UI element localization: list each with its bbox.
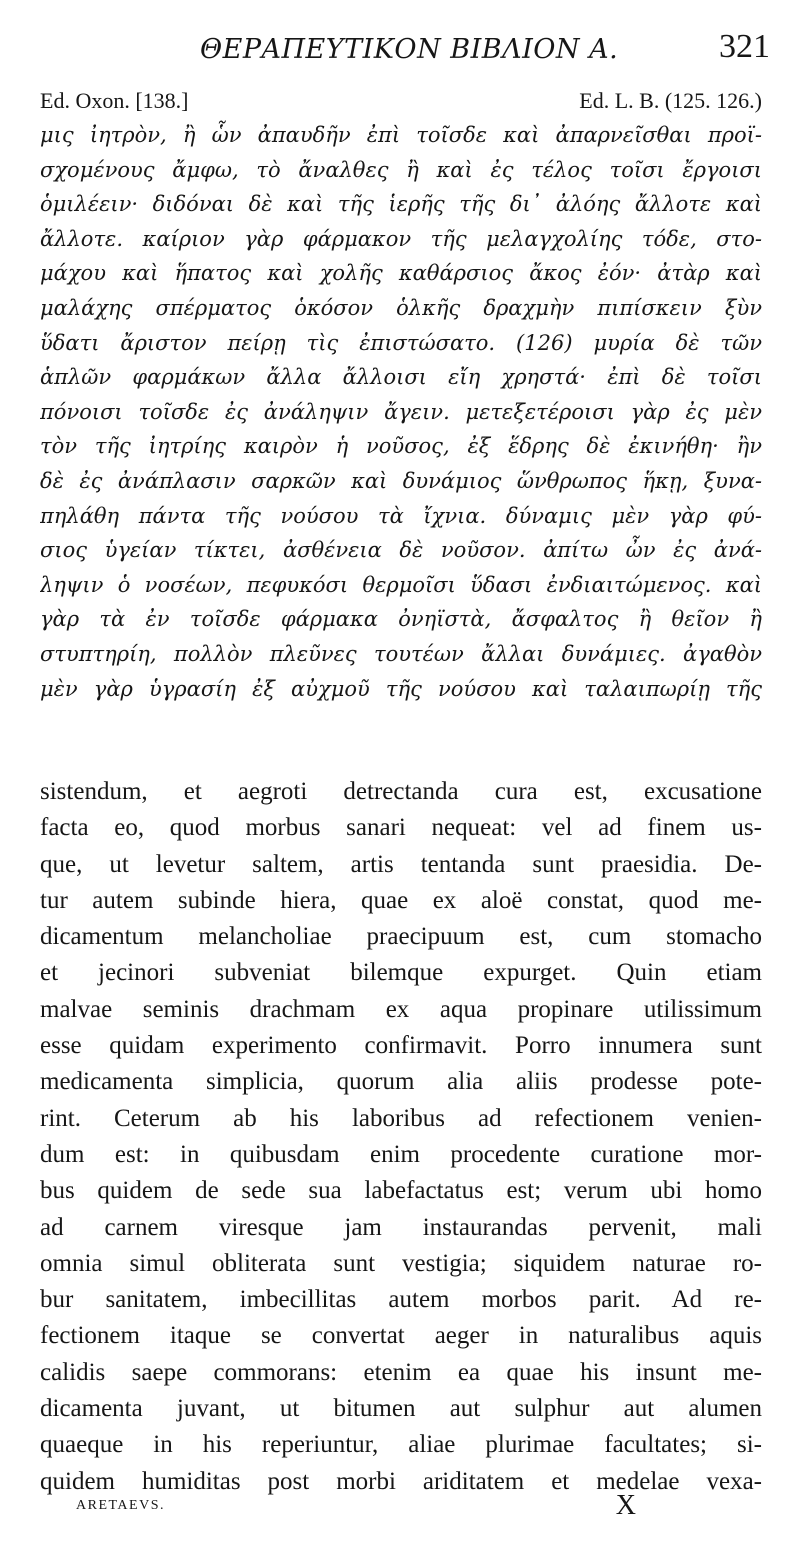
page-number: 321	[719, 28, 770, 65]
latin-text-line: quidem humiditas post morbi ariditatem et medelae vexa-	[40, 1467, 762, 1495]
greek-text-line: στυπτηρίη, πολλὸν πλεῦνες τουτέων ἄλλαι δυνάμιες. ἀγαθὸν	[40, 641, 762, 666]
edition-oxford-reference: Ed. Oxon. [138.]	[40, 88, 189, 113]
edition-lb-reference: Ed. L. B. (125. 126.)	[579, 88, 762, 113]
latin-text-line: omnia simul obliterata sunt vestigia; siquidem naturae ro-	[40, 1249, 762, 1277]
latin-text-line: dicamenta juvant, ut bitumen aut sulphur aut alumen	[40, 1395, 762, 1423]
latin-text-line: dicamentum melancholiae praecipuum est, cum stomacho	[40, 923, 762, 951]
greek-text-line: ληψιν ὁ νοσέων, πεφυκόσι θερμοῖσι ὕδασι ἐνδιαιτώμενος. καὶ	[40, 572, 762, 597]
greek-text-block	[40, 118, 762, 706]
greek-text-line: ἄλλοτε. καίριον γὰρ φάρμακον τῆς μελαγχολίης τόδε, στο-	[40, 226, 762, 251]
edition-references	[40, 88, 762, 118]
greek-text-line: ὕδατι ἄριστον πείρῃ τὶς ἐπιστώσατο. (126) μυρία δὲ τῶν	[40, 330, 762, 355]
greek-text-line: ἁπλῶν φαρμάκων ἄλλα ἄλλοισι εἴη χρηστά· ἐπὶ δὲ τοῖσι	[40, 365, 762, 390]
latin-text-line: dum est: in quibusdam enim procedente curatione mor-	[40, 1140, 762, 1168]
greek-text-line: μὲν γὰρ ὑγρασίη ἐξ αὐχμοῦ τῆς νούσου καὶ ταλαιπωρίῃ τῆς	[40, 676, 762, 701]
latin-text-line: bur sanitatem, imbecillitas autem morbos parit. Ad re-	[40, 1286, 762, 1314]
greek-text-line: μαλάχης σπέρματος ὁκόσον ὁλκῆς δραχμὴν πιπίσκειν ξὺν	[40, 295, 762, 320]
latin-text-line: esse quidam experimento confirmavit. Porro innumera sunt	[40, 1032, 762, 1060]
latin-text-line: calidis saepe commorans: etenim ea quae his insunt me-	[40, 1358, 762, 1386]
page-footer	[76, 1490, 636, 1524]
gathering-mark: X	[615, 1490, 636, 1521]
running-title: ΘΕΡΑΠΕΥΤΙΚΟΝ ΒΙΒΛΙΟΝ Α.	[200, 34, 619, 65]
greek-text-line: γὰρ τὰ ἐν τοῖσδε φάρμακα ὀνηϊστὰ, ἄσφαλτος ἢ θεῖον ἢ	[40, 607, 762, 632]
latin-text-line: medicamenta simplicia, quorum alia aliis prodesse pote-	[40, 1068, 762, 1096]
greek-text-line: τὸν τῆς ἰητρίης καιρὸν ἡ νοῦσος, ἐξ ἕδρης δὲ ἐκινήθη· ἢν	[40, 434, 762, 459]
latin-translation-block	[40, 774, 762, 1500]
greek-text-line: πηλάθη πάντα τῆς νούσου τὰ ἴχνια. δύναμις μὲν γὰρ φύ-	[40, 503, 762, 528]
latin-text-line: et jecinori subveniat bilemque expurget. Quin etiam	[40, 959, 762, 987]
running-head	[40, 28, 770, 72]
greek-text-line: μάχου καὶ ἥπατος καὶ χολῆς καθάρσιος ἄκος ἐόν· ἀτὰρ καὶ	[40, 261, 762, 286]
latin-text-line: fectionem itaque se convertat aeger in naturalibus aquis	[40, 1322, 762, 1350]
latin-text-line: que, ut levetur saltem, artis tentanda sunt praesidia. De-	[40, 850, 762, 878]
greek-text-line: δὲ ἐς ἀνάπλασιν σαρκῶν καὶ δυνάμιος ὥνθρωπος ἥκῃ, ξυνα-	[40, 468, 762, 493]
greek-text-line: πόνοισι τοῖσδε ἐς ἀνάληψιν ἄγειν. μετεξετέροισι γὰρ ἐς μὲν	[40, 399, 762, 424]
printer-signature: ARETAEVS.	[76, 1498, 165, 1513]
latin-text-line: quaeque in his reperiuntur, aliae plurimae facultates; si-	[40, 1431, 762, 1459]
latin-text-line: malvae seminis drachmam ex aqua propinare utilissimum	[40, 995, 762, 1023]
greek-text-line: σιος ὑγείαν τίκτει, ἀσθένεια δὲ νοῦσον. ἀπίτω ὦν ἐς ἀνά-	[40, 538, 762, 563]
latin-text-line: bus quidem de sede sua labefactatus est; verum ubi homo	[40, 1177, 762, 1205]
greek-text-line: μις ἰητρὸν, ἢ ὧν ἀπαυδῆν ἐπὶ τοῖσδε καὶ ἀπαρνεῖσθαι προϊ-	[40, 123, 762, 147]
latin-text-line: rint. Ceterum ab his laboribus ad refectionem venien-	[40, 1104, 762, 1132]
greek-text-line: σχομένους ἄμφω, τὸ ἄναλθες ἢ καὶ ἐς τέλος τοῖσι ἔργοισι	[40, 157, 762, 182]
latin-text-line: facta eo, quod morbus sanari nequeat: vel ad finem us-	[40, 814, 762, 842]
latin-text-line: tur autem subinde hiera, quae ex aloë constat, quod me-	[40, 886, 762, 914]
latin-text-line: ad carnem viresque jam instaurandas pervenit, mali	[40, 1213, 762, 1241]
greek-text-line: ὁμιλέειν· διδόναι δὲ καὶ τῆς ἱερῆς τῆς δι᾽ ἀλόης ἄλλοτε καὶ	[40, 192, 762, 217]
latin-text-line: sistendum, et aegroti detrectanda cura est, excusatione	[40, 778, 762, 805]
